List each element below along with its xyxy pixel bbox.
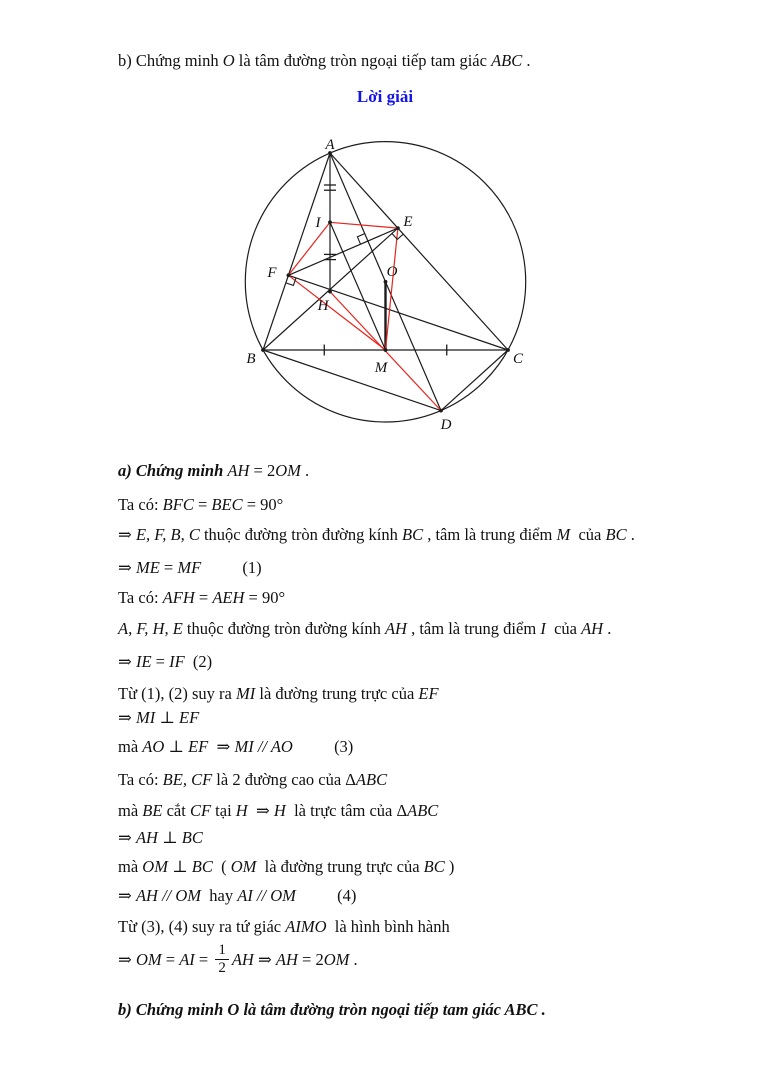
point-label-I: I xyxy=(315,215,321,231)
ah-song-om xyxy=(118,885,356,906)
text-run: AH xyxy=(227,461,250,480)
text-run: AFH xyxy=(162,588,195,607)
text-run: ⇒ xyxy=(247,801,274,820)
text-run: AH xyxy=(384,619,407,638)
point-label-A: A xyxy=(325,137,335,153)
tu-34 xyxy=(118,916,450,937)
text-run: H xyxy=(273,801,286,820)
text-run: mà xyxy=(118,737,143,756)
text-run: AH xyxy=(275,950,298,970)
point-label-H: H xyxy=(317,298,329,314)
text-run: thuộc đường tròn đường kính xyxy=(182,619,385,638)
text-run: BC xyxy=(605,525,627,544)
text-run: EF xyxy=(418,684,439,703)
point-dot-B xyxy=(261,348,265,352)
afhe xyxy=(118,618,611,639)
text-run: ⇒ xyxy=(118,708,136,727)
text-run: cắt xyxy=(162,801,190,820)
text-run: a) Chứng minh xyxy=(118,461,228,480)
problem-b-top xyxy=(118,50,531,71)
point-label-E: E xyxy=(403,214,413,230)
text-run: Ta có: xyxy=(118,770,163,789)
geometry-figure xyxy=(225,128,547,436)
red-edge-F-M xyxy=(288,275,385,350)
text-run: (3) xyxy=(292,737,354,756)
suy-ra-efbc xyxy=(118,524,635,545)
mi-vuong-ef xyxy=(118,707,199,728)
edge-M-I xyxy=(330,222,386,350)
text-run: , tâm là trung điểm xyxy=(423,525,557,544)
point-label-D: D xyxy=(440,417,452,433)
text-run: AH xyxy=(135,828,158,847)
text-run: IE xyxy=(135,652,152,671)
point-label-B: B xyxy=(246,351,256,367)
text-run: ⊥ xyxy=(155,708,179,727)
text-run: CF xyxy=(189,801,212,820)
text-run: mà xyxy=(118,801,143,820)
loi-giai xyxy=(0,86,770,107)
text-run: OM xyxy=(142,857,168,876)
text-run: ⊥ xyxy=(164,737,189,756)
text-run: BFC xyxy=(162,495,194,514)
tu-12 xyxy=(118,683,439,704)
text-run: MI xyxy=(135,708,156,727)
text-run: BC xyxy=(191,857,213,876)
text-run: ( xyxy=(212,857,231,876)
text-run: O xyxy=(222,51,235,70)
text-run: = xyxy=(151,652,170,671)
text-run: MI xyxy=(236,684,256,703)
text-run: (1) xyxy=(201,558,262,577)
ta-co-1 xyxy=(118,494,283,515)
text-run: của xyxy=(570,525,606,544)
point-dot-H xyxy=(328,290,332,294)
text-run: ABC xyxy=(355,770,388,789)
text-run: BC xyxy=(423,857,445,876)
text-run: = 2 xyxy=(249,461,276,480)
fraction-numerator: 1 xyxy=(218,942,226,958)
text-run: = 2 xyxy=(297,950,324,970)
edge-B-D xyxy=(263,350,441,411)
text-run: ABC xyxy=(407,801,439,820)
text-run: I xyxy=(540,619,546,638)
text-run: BC xyxy=(402,525,424,544)
text-run: ABC xyxy=(491,51,523,70)
text-run: = xyxy=(194,950,213,970)
point-dot-C xyxy=(506,348,510,352)
text-run: ⇒ xyxy=(118,886,136,905)
text-run: là trực tâm của Δ xyxy=(285,801,408,820)
text-run: AIMO xyxy=(285,917,327,936)
text-run: Ta có: xyxy=(118,495,163,514)
part-a-heading xyxy=(118,460,309,481)
text-run: ME xyxy=(135,558,160,577)
text-run: là tâm đường tròn ngoại tiếp tam giác xyxy=(234,51,492,70)
text-run: (4) xyxy=(295,886,357,905)
text-run: của xyxy=(545,619,582,638)
text-run: E, F, B, C xyxy=(135,525,200,544)
text-run: AI xyxy=(179,950,195,970)
text-run: là đường trung trực của xyxy=(255,684,419,703)
text-run: IF xyxy=(169,652,185,671)
text-run: b) Chứng minh xyxy=(118,51,223,70)
text-run: ABC xyxy=(504,1000,538,1019)
text-run: ⇒ xyxy=(118,558,136,577)
text-run: ⇒ xyxy=(208,737,235,756)
ie-if xyxy=(118,651,212,672)
point-label-M: M xyxy=(374,360,388,376)
red-edge-I-E xyxy=(330,222,398,228)
point-label-O: O xyxy=(386,264,398,280)
text-run: hay xyxy=(201,886,238,905)
point-dot-F xyxy=(287,273,291,277)
text-run: AO xyxy=(142,737,165,756)
text-run: AI // OM xyxy=(237,886,296,905)
text-run: . xyxy=(537,1000,546,1019)
point-dot-E xyxy=(396,226,400,230)
text-run: ⇒ xyxy=(118,652,136,671)
ah-vuong-bc xyxy=(118,827,203,848)
text-run: OM xyxy=(323,950,350,970)
text-run: ⇒ xyxy=(253,950,276,970)
ma-om-bc xyxy=(118,856,454,877)
text-run: H xyxy=(235,801,248,820)
text-run: . xyxy=(603,619,612,638)
text-run: ⇒ xyxy=(118,525,136,544)
text-run: Ta có: xyxy=(118,588,163,607)
text-run: MF xyxy=(177,558,202,577)
text-run: = xyxy=(193,495,212,514)
point-label-C: C xyxy=(512,351,524,367)
point-dot-O xyxy=(384,280,388,284)
text-run: AEH xyxy=(212,588,245,607)
text-run: ) xyxy=(444,857,455,876)
me-mf xyxy=(118,557,262,578)
text-run: M xyxy=(556,525,571,544)
text-run: mà xyxy=(118,857,143,876)
text-run: Lời giải xyxy=(356,87,414,106)
text-run: . xyxy=(349,950,358,970)
ket-luan-a xyxy=(118,942,358,978)
ma-ao-ef xyxy=(118,736,353,757)
red-edge-E-M xyxy=(386,228,398,350)
text-run: MI // AO xyxy=(234,737,293,756)
text-run: . xyxy=(626,525,635,544)
text-run: ⊥ xyxy=(157,828,182,847)
text-run: = xyxy=(194,588,213,607)
point-label-F: F xyxy=(267,265,277,281)
text-run: = xyxy=(161,950,180,970)
text-run: ⇒ xyxy=(118,950,136,970)
text-run: Δ xyxy=(345,770,356,789)
text-run: = xyxy=(159,558,178,577)
text-run: OM xyxy=(135,950,162,970)
text-run: OM xyxy=(230,857,257,876)
text-run: = 90° xyxy=(244,588,286,607)
text-run: O xyxy=(227,1000,240,1019)
text-run: là đường trung trực của xyxy=(256,857,424,876)
text-run: thuộc đường tròn đường kính xyxy=(199,525,402,544)
text-run: AH xyxy=(231,950,254,970)
ma-be-cf xyxy=(118,800,438,821)
edge-E-F xyxy=(288,228,398,275)
text-run: là 2 đường cao của xyxy=(212,770,346,789)
text-run: (2) xyxy=(184,652,213,671)
point-dot-M xyxy=(384,348,388,352)
text-run: OM xyxy=(275,461,301,480)
text-run: EF xyxy=(188,737,209,756)
text-run: ⊥ xyxy=(167,857,192,876)
text-run: A, F, H, E xyxy=(118,619,183,638)
ta-co-3 xyxy=(118,769,387,790)
text-run: tại xyxy=(211,801,236,820)
text-run: BE xyxy=(142,801,163,820)
text-run: = 90° xyxy=(242,495,284,514)
text-run: . xyxy=(522,51,531,70)
fraction xyxy=(215,942,229,978)
edge-C-D xyxy=(441,350,508,411)
ta-co-2 xyxy=(118,587,285,608)
text-run: . xyxy=(300,461,310,480)
text-run: BEC xyxy=(211,495,243,514)
text-run: Từ (3), (4) suy ra tứ giác xyxy=(118,917,286,936)
text-run: BE, CF xyxy=(162,770,213,789)
text-run: AH // OM xyxy=(135,886,202,905)
text-run: là tâm đường tròn ngoại tiếp tam giác xyxy=(239,1000,505,1019)
part-b-heading xyxy=(118,999,546,1020)
text-run: AH xyxy=(581,619,604,638)
point-dot-I xyxy=(328,220,332,224)
text-run: EF xyxy=(178,708,200,727)
text-run: b) Chứng minh xyxy=(118,1000,228,1019)
text-run: BC xyxy=(181,828,203,847)
fraction-denominator: 2 xyxy=(215,959,229,977)
point-dot-D xyxy=(439,409,443,413)
text-run: Từ (1), (2) suy ra xyxy=(118,684,236,703)
red-edge-I-F xyxy=(288,222,330,275)
text-run: là hình bình hành xyxy=(326,917,450,936)
text-run: ⇒ xyxy=(118,828,136,847)
text-run: , tâm là trung điểm xyxy=(406,619,541,638)
